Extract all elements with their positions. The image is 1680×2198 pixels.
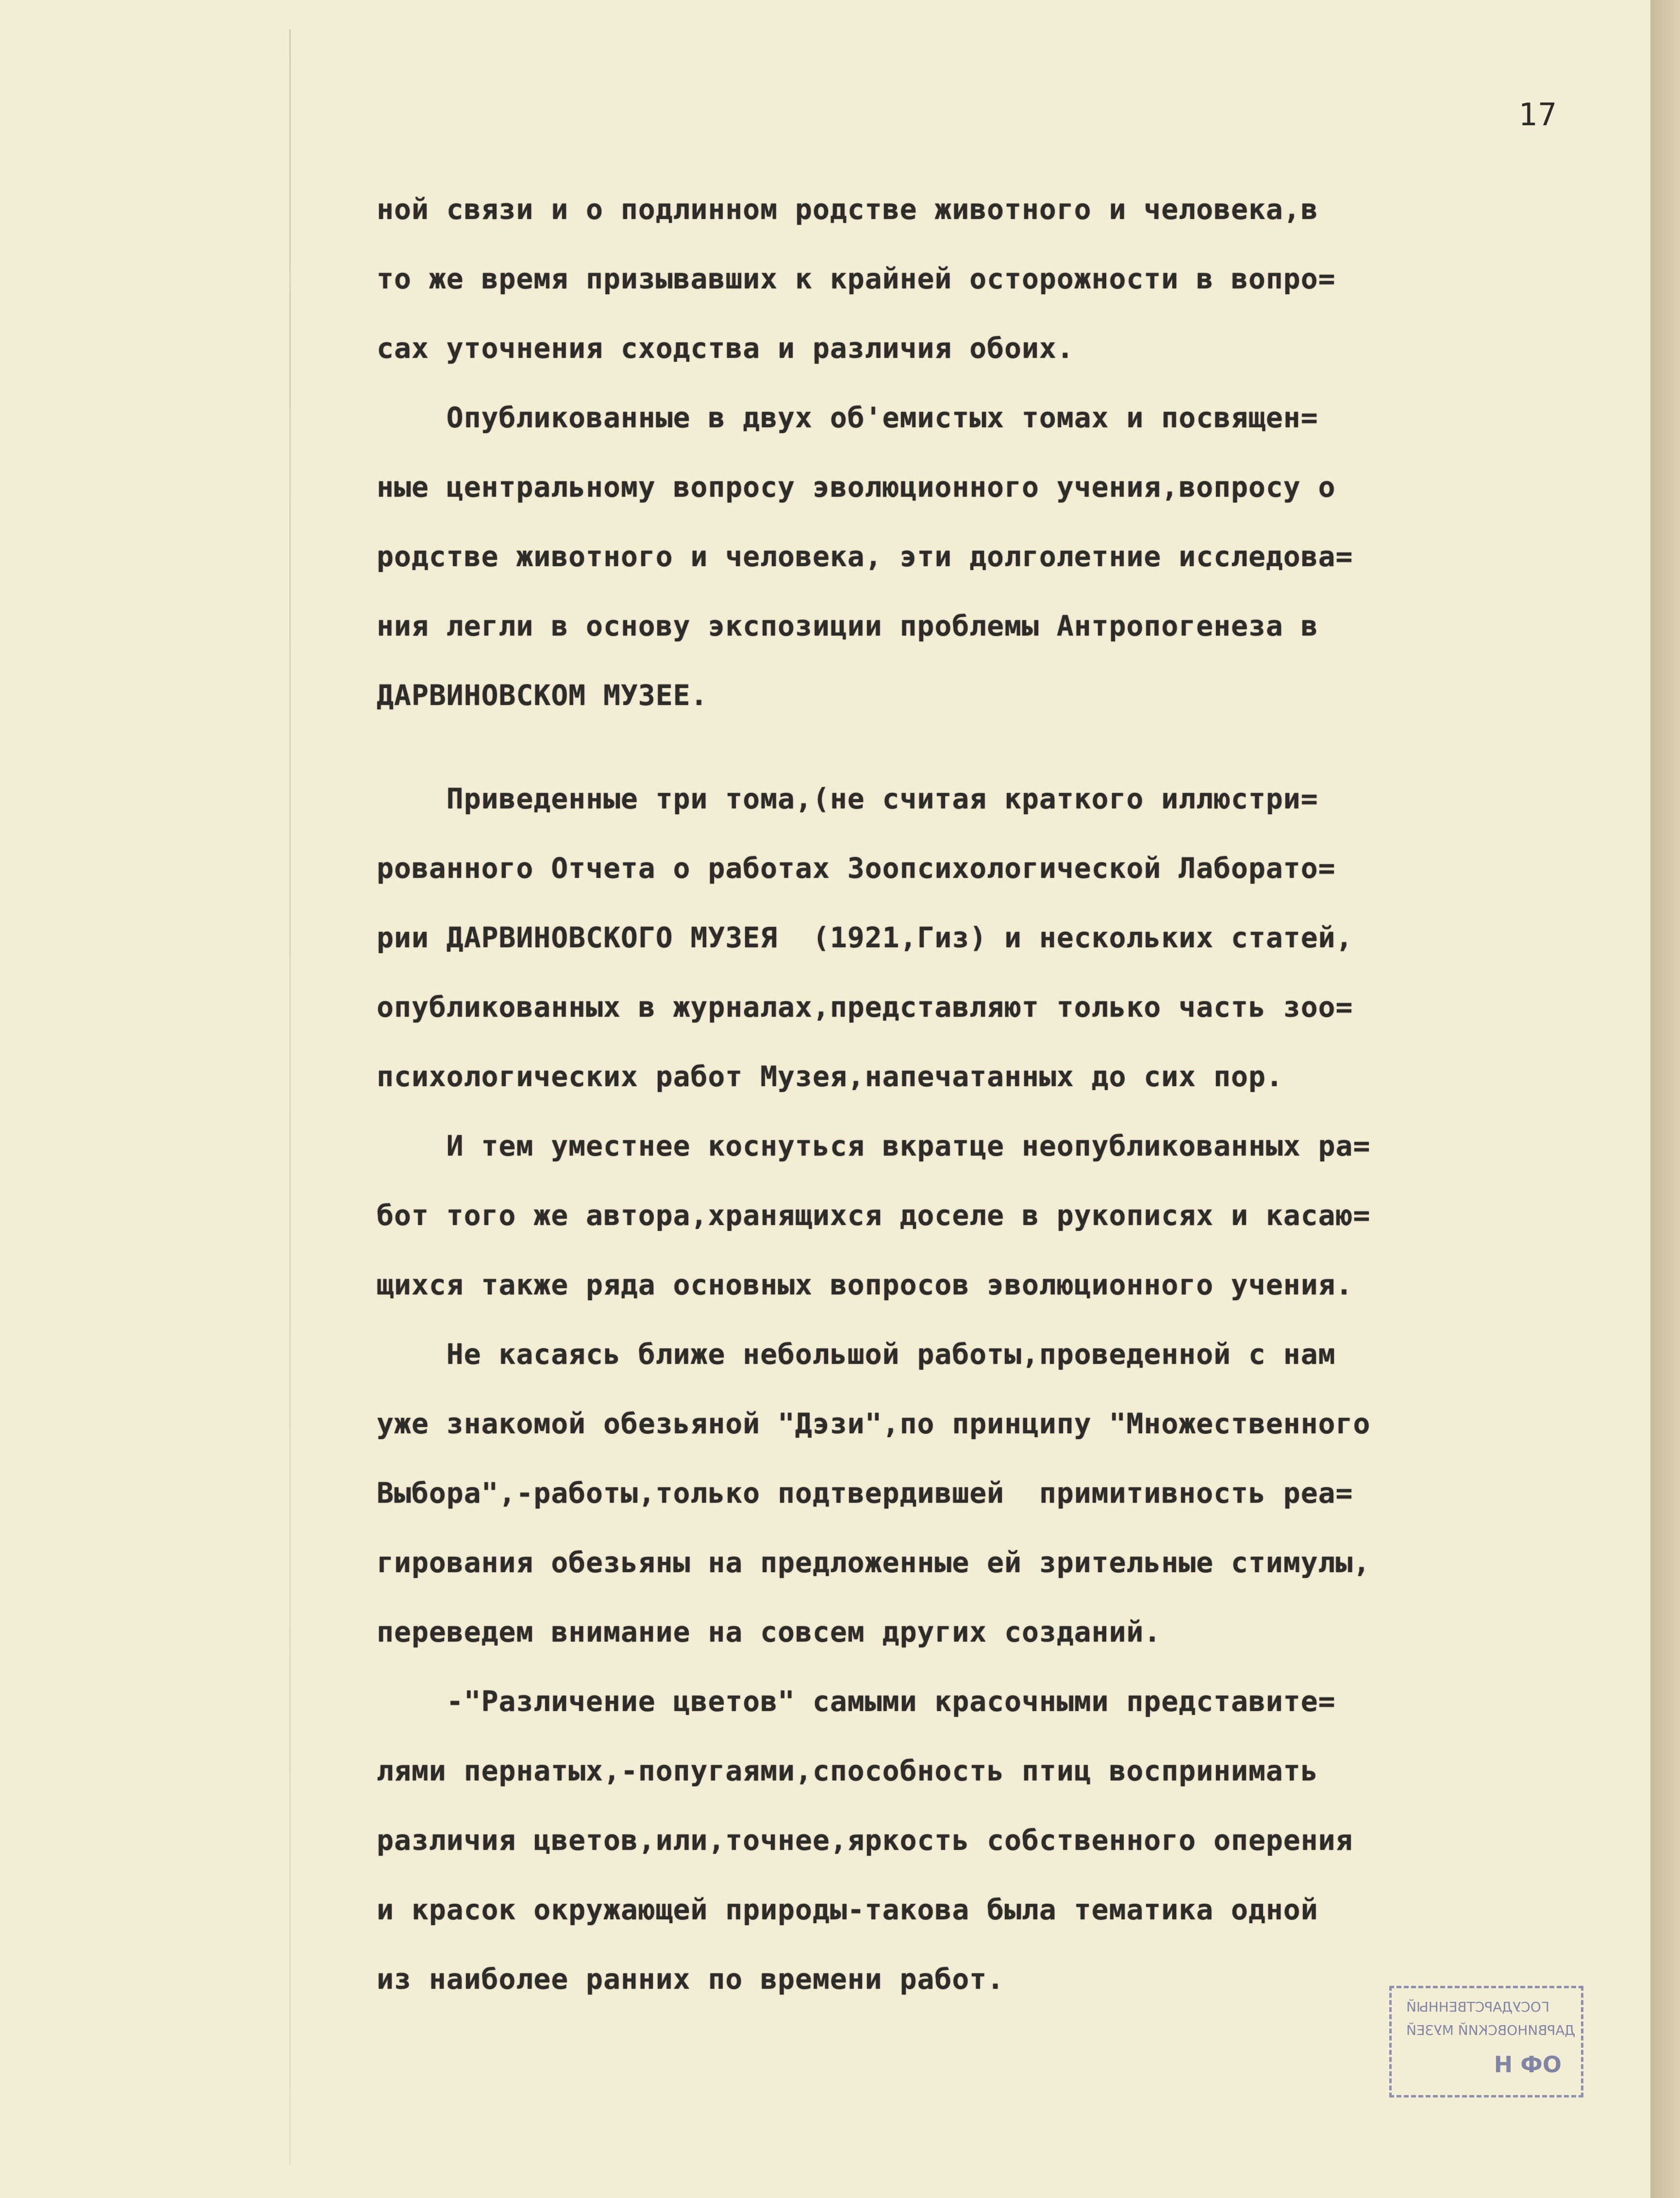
paper-fold-line [289,29,291,2165]
text-line: сах уточнения сходства и различия обоих. [377,332,1074,365]
text-line: гирования обезьяны на предложенные ей зрительные стимулы, [377,1546,1371,1579]
text-line: ДАРВИНОВСКОМ МУЗЕЕ. [377,679,708,712]
text-line: опубликованных в журналах,представляют только часть зоо= [377,990,1353,1023]
sheet-edge-shadow [1650,0,1680,2198]
text-line: рии ДАРВИНОВСКОГО МУЗЕЯ (1921,Гиз) и нескольких статей, [377,921,1353,954]
archive-stamp [1389,1986,1583,2097]
text-line: лями пернатых,-попугаями,способность птиц воспринимать [377,1754,1318,1787]
text-line: рованного Отчета о работах Зоопсихологической Лаборато= [377,852,1336,885]
text-line: и красок окружающей природы-такова была тематика одной [377,1893,1318,1926]
stamp-text-line: ГОСУДАРСТВЕННЫЙ [1406,1999,1549,2015]
text-line: родстве животного и человека, эти долголетние исследова= [377,540,1353,573]
text-line: психологических работ Музея,напечатанных до сих пор. [377,1060,1283,1093]
text-line: различия цветов,или,точнее,яркость собственного оперения [377,1824,1353,1857]
text-line: бот того же автора,хранящихся доселе в рукописях и касаю= [377,1199,1371,1232]
text-line: Опубликованные в двух об'емистых томах и посвящен= [377,401,1318,434]
text-line: Не касаясь ближе небольшой работы,проведенной с нам [377,1338,1336,1371]
text-line: -"Различение цветов" самыми красочными представите= [377,1685,1336,1718]
text-line: то же время призывавших к крайней осторожности в вопро= [377,262,1336,295]
stamp-text-line: ДАРВИНОВСКИЙ МУЗЕЙ [1406,2022,1576,2038]
typed-text-body [377,175,1590,2014]
text-line: Выбора",-работы,только подтвердившей примитивность реа= [377,1477,1353,1510]
paragraph-gap [377,730,1590,764]
text-line: уже знакомой обезьяной "Дэзи",по принципу "Множественного [377,1407,1371,1440]
text-line: ной связи и о подлинном родстве животного и человека,в [377,193,1318,226]
text-line: ные центральному вопросу эволюционного учения,вопросу о [377,470,1336,503]
text-line: щихся также ряда основных вопросов эволюционного учения. [377,1268,1353,1301]
text-line: ния легли в основу экспозиции проблемы Антропогенеза в [377,609,1318,642]
page-number: 17 [1518,97,1558,133]
text-line: переведем внимание на совсем других созданий. [377,1615,1162,1648]
text-line: И тем уместнее коснуться вкратце неопубликованных ра= [377,1129,1371,1162]
text-line: из наиболее ранних по времени работ. [377,1963,1005,1996]
text-line: Приведенные три тома,(не считая краткого иллюстри= [377,782,1318,815]
stamp-code: Н ФО [1494,2051,1562,2078]
